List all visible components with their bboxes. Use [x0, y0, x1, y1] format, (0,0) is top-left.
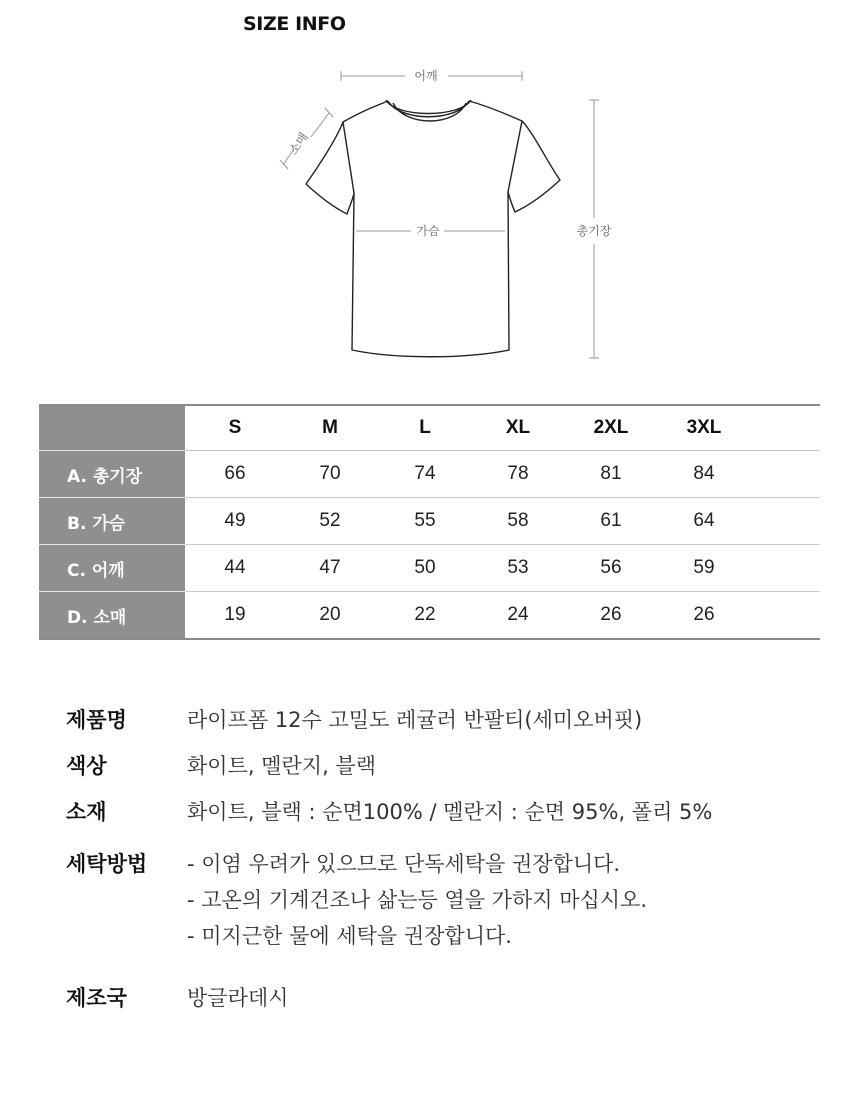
chest-label: 가슴	[416, 224, 440, 238]
table-cell: 24	[475, 592, 561, 640]
product-name-label: 제품명	[66, 708, 127, 732]
table-spacer	[747, 451, 820, 498]
product-name-value: 라이프폼 12수 고밀도 레귤러 반팔티(세미오버핏)	[187, 708, 643, 732]
table-cell: 70	[285, 451, 375, 498]
length-label: 총기장	[576, 224, 612, 238]
material-label: 소재	[66, 800, 107, 824]
origin-label: 제조국	[66, 986, 127, 1010]
size-col-m: M	[285, 405, 375, 451]
care-instructions	[187, 846, 647, 954]
table-cell: 81	[561, 451, 661, 498]
table-cell: 26	[661, 592, 747, 640]
table-row	[39, 592, 820, 640]
size-col-2xl: 2XL	[561, 405, 661, 451]
product-info	[66, 702, 846, 1016]
care-line: - 미지근한 물에 세탁을 권장합니다.	[187, 924, 512, 948]
table-cell: 56	[561, 545, 661, 592]
table-spacer	[747, 545, 820, 592]
size-table	[39, 404, 820, 640]
table-cell: 19	[185, 592, 285, 640]
table-cell: 26	[561, 592, 661, 640]
color-label: 색상	[66, 754, 107, 778]
material-value: 화이트, 블랙 : 순면100% / 멜란지 : 순면 95%, 폴리 5%	[187, 800, 713, 824]
color-value: 화이트, 멜란지, 블랙	[187, 754, 376, 778]
table-cell: 78	[475, 451, 561, 498]
table-row	[39, 451, 820, 498]
shoulder-label: 어깨	[414, 69, 438, 83]
page-title: SIZE INFO	[243, 13, 346, 35]
table-cell: 53	[475, 545, 561, 592]
table-cell: 44	[185, 545, 285, 592]
info-row-material	[66, 794, 846, 830]
size-col-s: S	[185, 405, 285, 451]
table-spacer	[747, 405, 820, 451]
table-cell: 66	[185, 451, 285, 498]
info-row-origin	[66, 980, 846, 1016]
size-header-row	[39, 405, 820, 451]
tshirt-size-diagram	[0, 60, 860, 370]
table-cell: 49	[185, 498, 285, 545]
table-cell: 52	[285, 498, 375, 545]
size-col-l: L	[375, 405, 475, 451]
table-spacer	[747, 592, 820, 640]
size-col-xl: XL	[475, 405, 561, 451]
table-cell: 61	[561, 498, 661, 545]
care-line: - 이염 우려가 있으므로 단독세탁을 권장합니다.	[187, 852, 621, 876]
size-col-3xl: 3XL	[661, 405, 747, 451]
table-cell: 58	[475, 498, 561, 545]
table-row	[39, 545, 820, 592]
row-label-sleeve: D. 소매	[39, 592, 185, 640]
table-cell: 20	[285, 592, 375, 640]
table-corner	[39, 405, 185, 451]
table-cell: 22	[375, 592, 475, 640]
info-row-care	[66, 846, 846, 954]
info-row-color	[66, 748, 846, 784]
table-cell: 47	[285, 545, 375, 592]
sleeve-label: 소매	[286, 130, 312, 158]
row-label-shoulder: C. 어깨	[39, 545, 185, 592]
table-cell: 55	[375, 498, 475, 545]
origin-value: 방글라데시	[187, 986, 289, 1010]
info-row-name	[66, 702, 846, 738]
table-cell: 59	[661, 545, 747, 592]
table-row	[39, 498, 820, 545]
table-cell: 64	[661, 498, 747, 545]
care-line: - 고온의 기계건조나 삶는등 열을 가하지 마십시오.	[187, 888, 648, 912]
row-label-chest: B. 가슴	[39, 498, 185, 545]
care-label: 세탁방법	[66, 852, 148, 876]
table-cell: 84	[661, 451, 747, 498]
table-cell: 50	[375, 545, 475, 592]
row-label-length: A. 총기장	[39, 451, 185, 498]
table-spacer	[747, 498, 820, 545]
table-cell: 74	[375, 451, 475, 498]
